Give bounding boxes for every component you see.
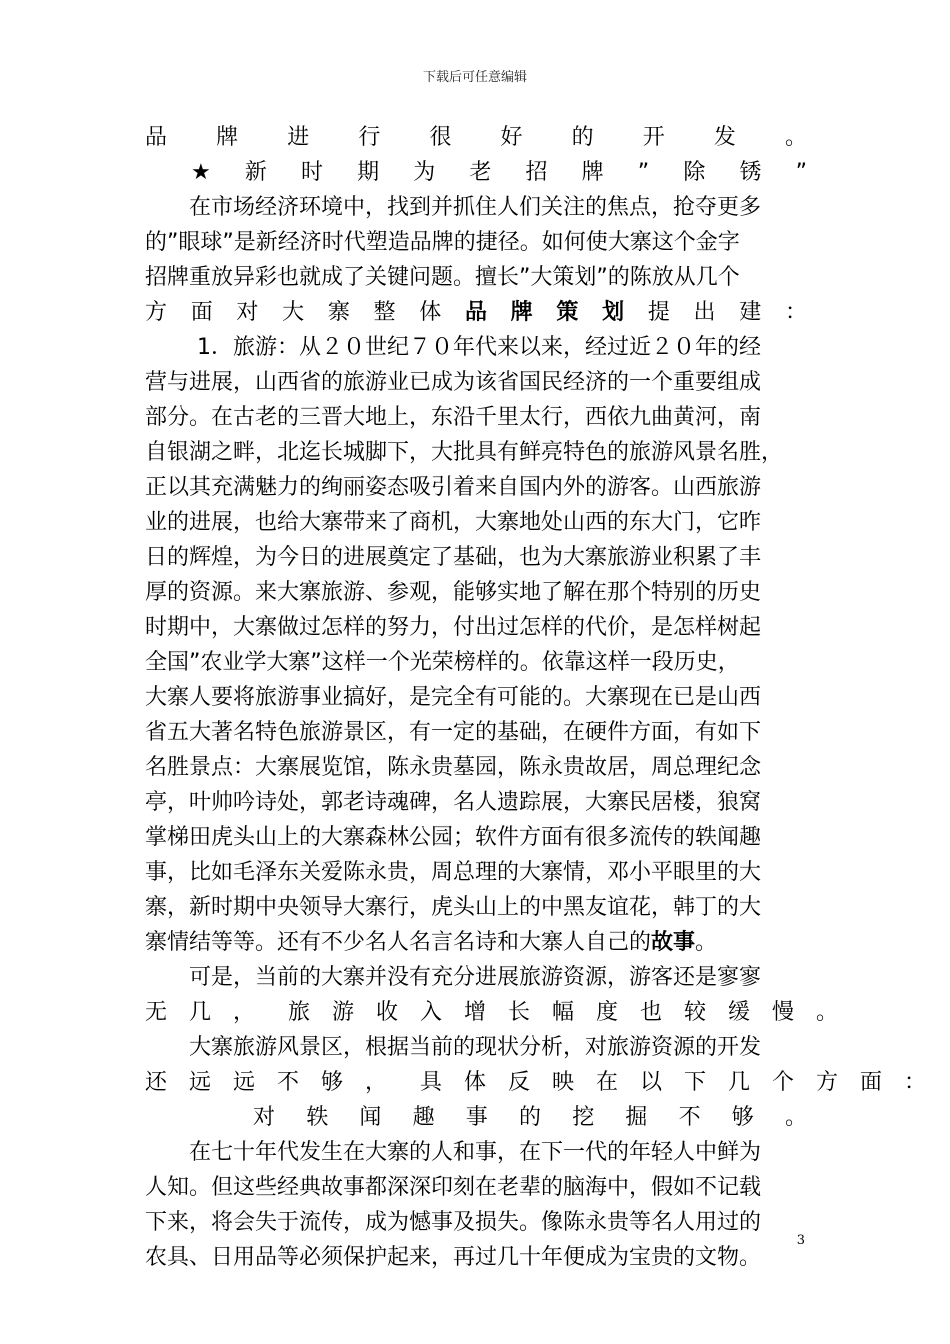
page-number: 3: [796, 1233, 805, 1248]
text-line: 名胜景点：大寨展览馆，陈永贵墓园，陈永贵故居，周总理纪念: [145, 755, 762, 780]
text-line: 营与进展，山西省的旅游业已成为该省国民经济的一个重要组成: [145, 370, 762, 395]
text-line: [145, 925, 807, 960]
text-line: 大寨人要将旅游事业搞好，是完全有可能的。大寨现在已是山西: [145, 685, 762, 710]
section-heading: ★ 新 时 期 为 老 招 牌 ” 除 锈 ”: [191, 160, 807, 185]
text-line: 下来，将会失于流传，成为憾事及损失。像陈永贵等名人用过的: [145, 1210, 762, 1235]
text-run: 提 出 建 ：: [647, 300, 807, 325]
text-line: 可是，当前的大寨并没有充分进展旅游资源，游客还是寥寥: [189, 965, 762, 990]
text-line: 品 牌 进 行 很 好 的 开 发 。: [145, 125, 807, 150]
text-line: 日的辉煌，为今日的进展奠定了基础，也为大寨旅游业积累了丰: [145, 545, 762, 570]
text-line: 正以其充满魅力的绚丽姿态吸引着来自国内外的游客。山西旅游: [145, 475, 762, 500]
text-run: 方 面 对 大 寨 整 体: [145, 300, 443, 325]
text-line: [145, 295, 807, 330]
bold-link-text: 品 牌 策 划: [464, 300, 625, 325]
text-line: 招牌重放异彩也就成了关键问题。擅长”大策划”的陈放从几个: [145, 265, 740, 290]
text-line: 掌梯田虎头山上的大寨森林公园；软件方面有很多流传的轶闻趣: [145, 825, 762, 850]
text-line: 的”眼球”是新经济时代塑造品牌的捷径。如何使大寨这个金字: [145, 230, 740, 255]
text-line: 亭，叶帅吟诗处，郭老诗魂碑，名人遗踪展，大寨民居楼，狼窝: [145, 790, 762, 815]
text-line: 全国”农业学大寨”这样一个光荣榜样的。依靠这样一段历史，: [145, 650, 740, 675]
document-body: [145, 120, 927, 1275]
text-line: 厚的资源。来大寨旅游、参观，能够实地了解在那个特别的历史: [145, 580, 762, 605]
text-run: 寨情结等等。还有不少名人名言名诗和大寨人自己的: [145, 930, 652, 955]
text-line: 事，比如毛泽东关爱陈永贵，周总理的大寨情，邓小平眼里的大: [145, 860, 762, 885]
text-line: 业的进展，也给大寨带来了商机，大寨地处山西的东大门，它昨: [145, 510, 762, 535]
text-run: 。: [695, 930, 718, 955]
text-line: 1．旅游：从２０世纪７０年代来以来，经过近２０年的经: [197, 335, 761, 360]
text-line: 省五大著名特色旅游景区，有一定的基础，在硬件方面，有如下: [145, 720, 762, 745]
text-line: 还 远 远 不 够 ， 具 体 反 映 在 以 下 几 个 方 面 ：: [145, 1070, 927, 1095]
text-line: 无 几 ， 旅 游 收 入 增 长 幅 度 也 较 缓 慢 。: [145, 1000, 839, 1025]
text-line: 大寨旅游风景区，根据当前的现状分析，对旅游资源的开发: [189, 1035, 762, 1060]
text-line: 农具、日用品等必须保护起来，再过几十年便成为宝贵的文物。: [145, 1245, 762, 1270]
text-line: 人知。但这些经典故事都深深印刻在老辈的脑海中，假如不记载: [145, 1175, 762, 1200]
sub-heading: 对 轶 闻 趣 事 的 挖 掘 不 够 。: [253, 1105, 807, 1130]
text-line: 寨，新时期中央领导大寨行，虎头山上的中黑友谊花，韩丁的大: [145, 895, 762, 920]
text-line: 自银湖之畔，北迄长城脚下，大批具有鲜亮特色的旅游风景名胜，: [145, 440, 784, 465]
page-header: 下载后可任意编辑: [422, 70, 527, 85]
text-line: 时期中，大寨做过怎样的努力，付出过怎样的代价，是怎样树起: [145, 615, 762, 640]
text-line: 部分。在古老的三晋大地上，东沿千里太行，西依九曲黄河，南: [145, 405, 762, 430]
text-line: 在市场经济环境中，找到并抓住人们关注的焦点，抢夺更多: [189, 195, 762, 220]
bold-link-text: 故事: [651, 930, 696, 955]
text-line: 在七十年代发生在大寨的人和事，在下一代的年轻人中鲜为: [189, 1140, 762, 1165]
